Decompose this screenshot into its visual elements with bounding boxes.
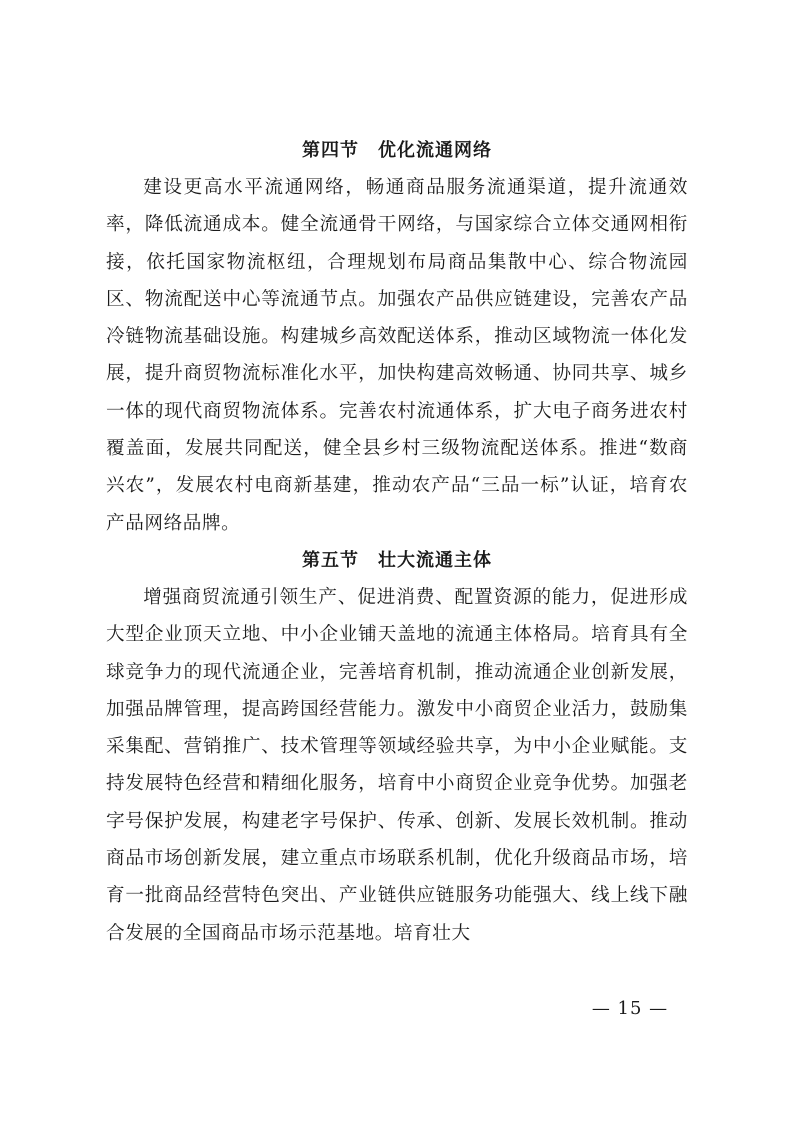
section-4-paragraph: 建设更高水平流通网络，畅通商品服务流通渠道，提升流通效率，降低流通成本。健全流通骨干网络，与国家综合立体交通网相衔接，依托国家物流枢纽，合理规划布局商品集散中心、综合物流园区、物流配送中心等流通节点。加强农产品供应链建设，完善农产品冷链物流基础设施。构建城乡高效配送体系，推动区域物流一体化发展，提升商贸物流标准化水平，加快构建高效畅通、协同共享、城乡一体的现代商贸物流体系。完善农村流通体系，扩大电子商务进农村覆盖面，发展共同配送，健全县乡村三级物流配送体系。推进“数商兴农”，发展农村电商新基建，推动农产品“三品一标”认证，培育农产品网络品牌。 [106, 177, 688, 534]
page-number: — 15 — [591, 998, 669, 1019]
section-4-heading: 第四节 优化流通网络 [302, 140, 492, 161]
section-5-paragraph: 增强商贸流通引领生产、促进消费、配置资源的能力，促进形成大型企业顶天立地、中小企业铺天盖地的流通主体格局。培育具有全球竞争力的现代流通企业，完善培育机制，推动流通企业创新发展，加强品牌管理，提高跨国经营能力。激发中小商贸企业活力，鼓励集采集配、营销推广、技术管理等领域经验共享，为中小企业赋能。支持发展特色经营和精细化服务，培育中小商贸企业竞争优势。加强老字号保护发展，构建老字号保护、传承、创新、发展长效机制。推动商品市场创新发展，建立重点市场联系机制，优化升级商品市场，培育一批商品经营特色突出、产业链供应链服务功能强大、线上线下融合发展的全国商品市场示范基地。培育壮大 [106, 586, 688, 944]
section-5-heading: 第五节 壮大流通主体 [302, 549, 492, 571]
page-content [106, 132, 688, 952]
